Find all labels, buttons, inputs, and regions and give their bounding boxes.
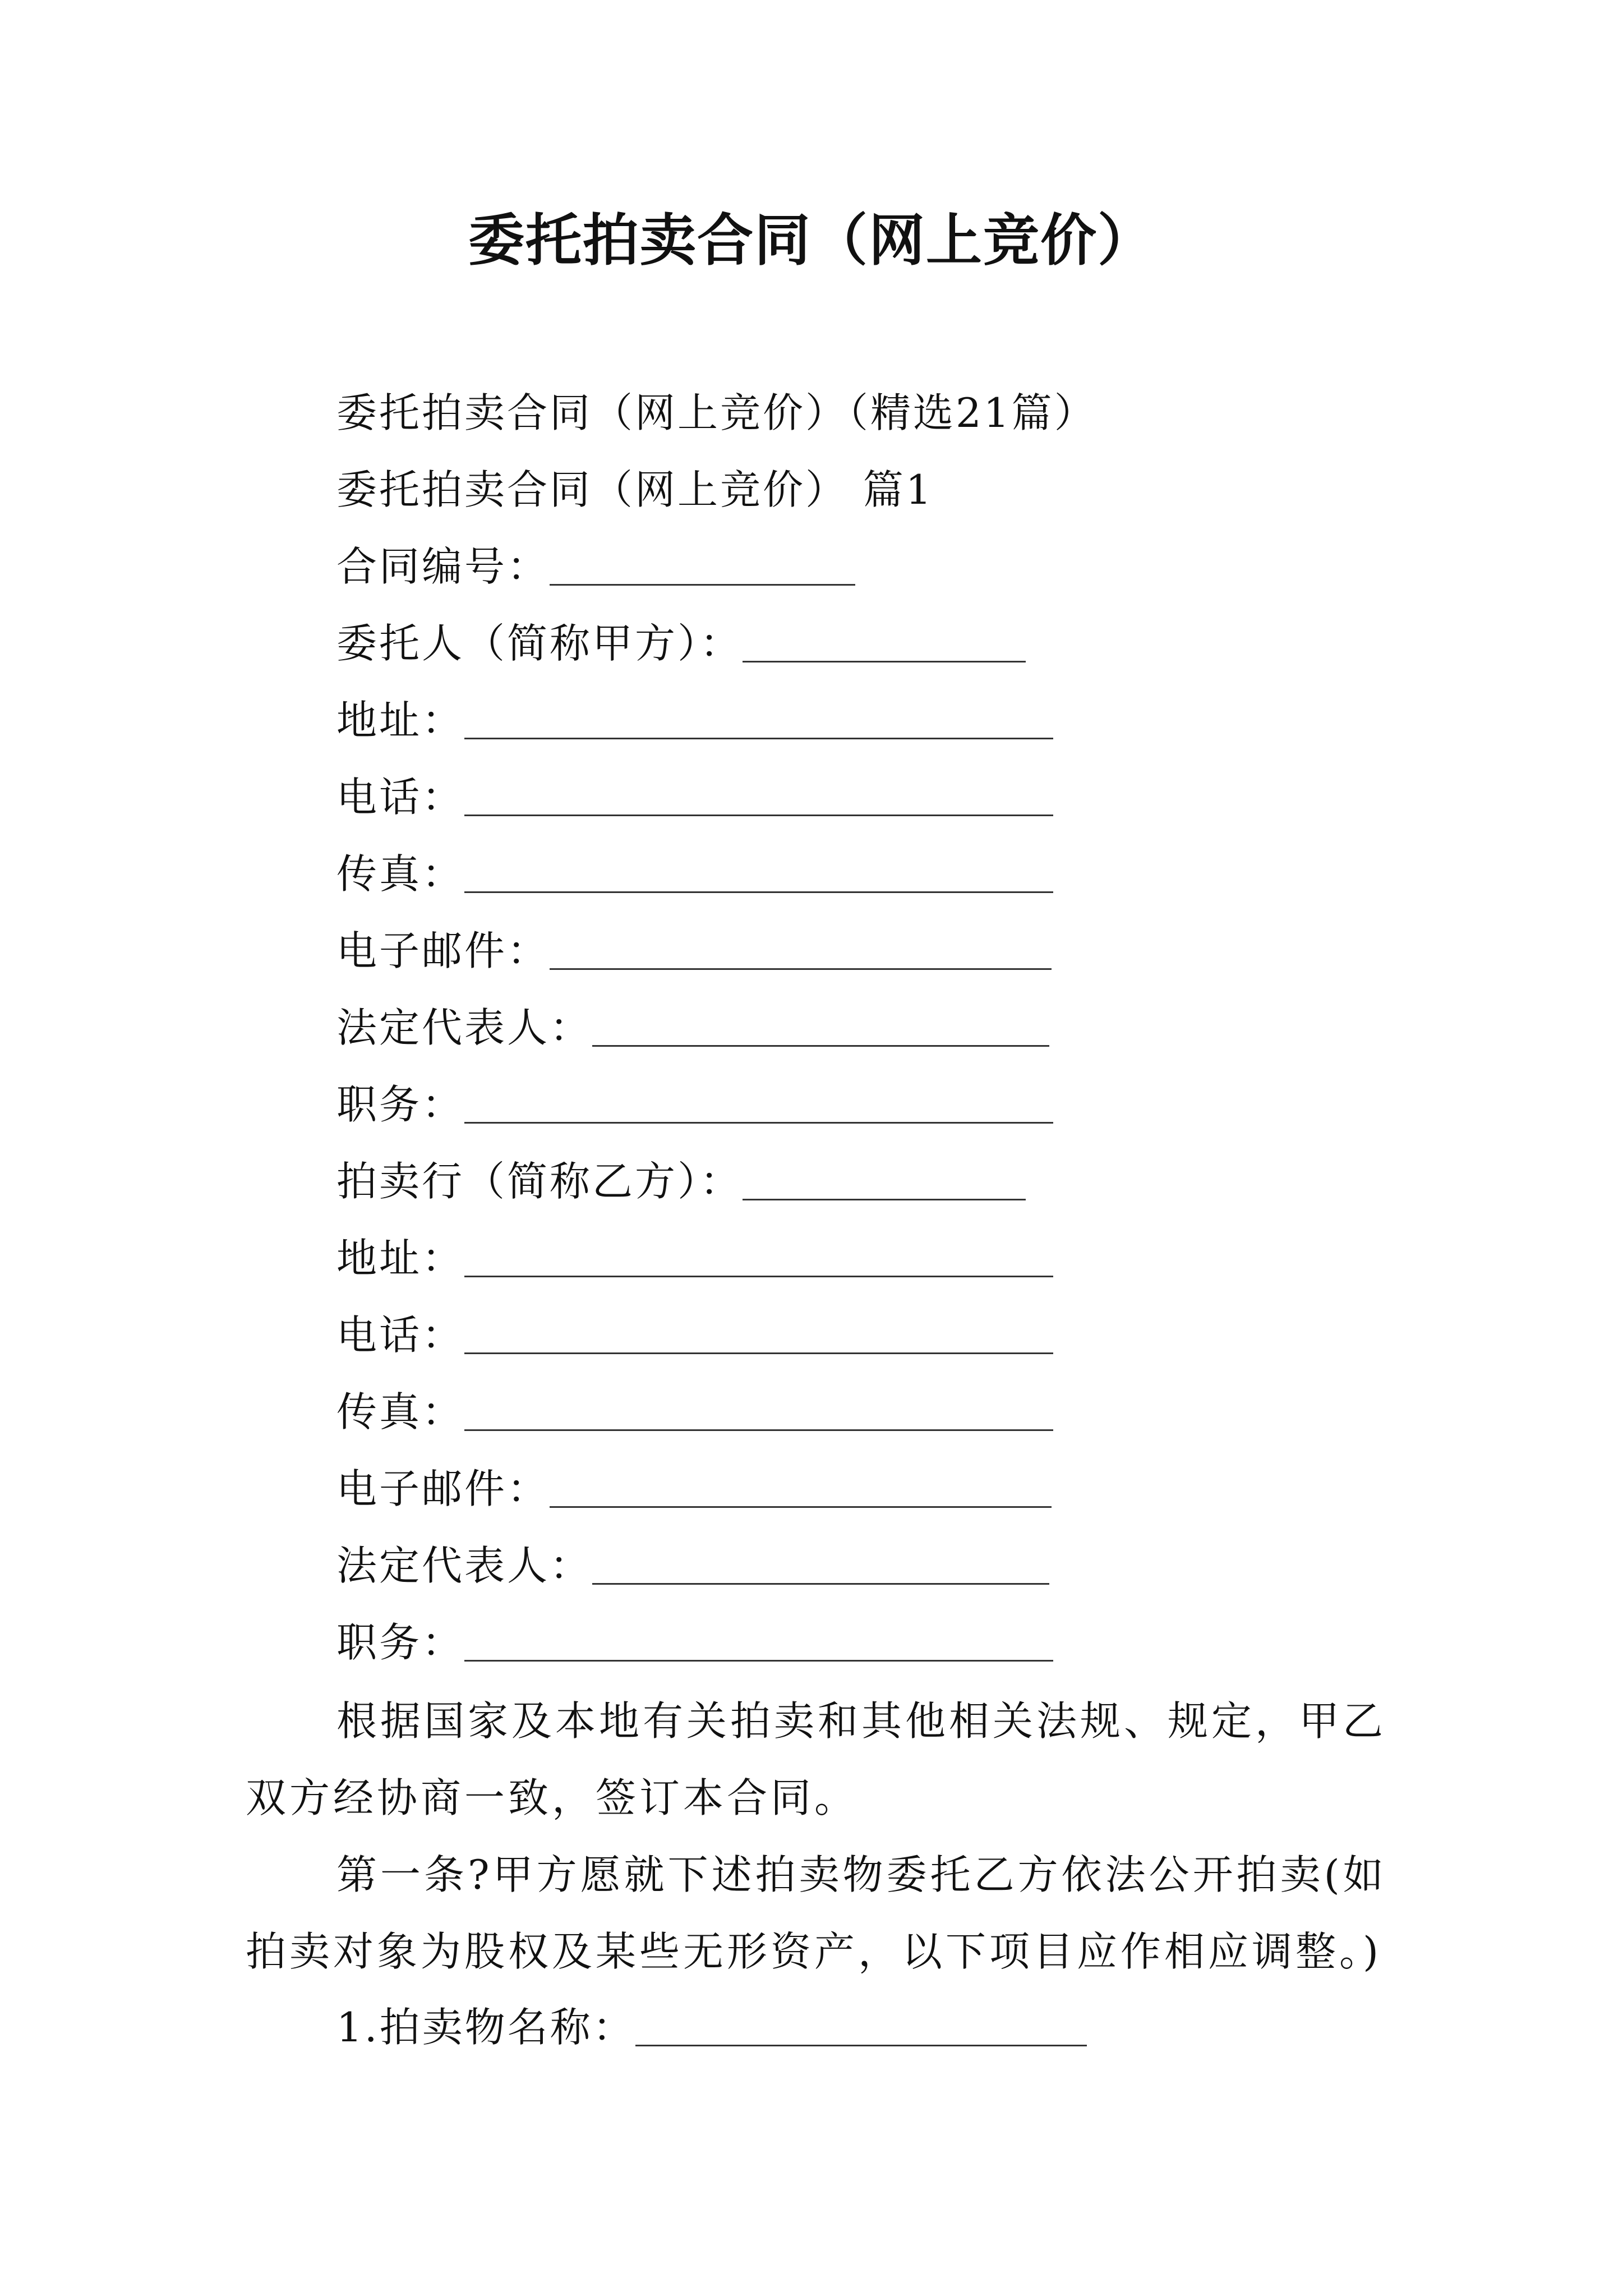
field-fax-b xyxy=(336,1384,1053,1440)
field-contract-number xyxy=(336,539,855,595)
field-position-b xyxy=(336,1614,1053,1671)
blank-line xyxy=(464,1428,1053,1431)
field-label: 地址： xyxy=(336,1235,465,1282)
field-label: 合同编号： xyxy=(336,543,550,590)
blank-line xyxy=(464,1351,1053,1354)
document-subtitle: 委托拍卖合同（网上竞价）（精选21篇） xyxy=(336,389,1097,436)
field-phone-b xyxy=(336,1307,1053,1363)
field-phone-a xyxy=(336,769,1053,825)
field-principal xyxy=(336,615,1026,671)
blank-line xyxy=(464,813,1053,816)
blank-line xyxy=(743,660,1026,662)
blank-line xyxy=(550,967,1052,970)
field-label: 传真： xyxy=(336,1388,465,1435)
paragraph-basis: 根据国家及本地有关拍卖和其他相关法规、规定，甲乙双方经协商一致，签订本合同。 xyxy=(246,1697,1387,1821)
blank-line xyxy=(464,1274,1053,1277)
field-email-b xyxy=(336,1461,1052,1517)
field-label: 职务： xyxy=(336,1081,465,1128)
field-label: 电话： xyxy=(336,1312,465,1359)
section-heading: 委托拍卖合同（网上竞价） 篇1 xyxy=(336,466,934,513)
field-label: 职务： xyxy=(336,1619,465,1666)
blank-line xyxy=(743,1198,1026,1200)
blank-line xyxy=(464,890,1053,893)
field-label: 电子邮件： xyxy=(336,927,550,974)
blank-line xyxy=(635,2044,1087,2046)
blank-line xyxy=(464,1121,1053,1124)
paragraph-article-1: 第一条?甲方愿就下述拍卖物委托乙方依法公开拍卖(如拍卖对象为股权及某些无形资产，以下项目应作相应调整。) xyxy=(246,1851,1387,1975)
field-label: 拍卖行（简称乙方）： xyxy=(336,1158,743,1205)
field-legal-rep-a xyxy=(336,1000,1049,1056)
field-label: 法定代表人： xyxy=(336,1542,593,1589)
field-label: 地址： xyxy=(336,697,465,744)
field-legal-rep-b xyxy=(336,1538,1049,1594)
field-label: 电子邮件： xyxy=(336,1465,550,1512)
field-label: 传真： xyxy=(336,850,465,898)
blank-line xyxy=(592,1582,1049,1585)
field-position-a xyxy=(336,1076,1053,1133)
field-email-a xyxy=(336,923,1052,979)
blank-line xyxy=(550,583,855,586)
blank-line xyxy=(592,1044,1049,1047)
blank-line xyxy=(550,1505,1052,1508)
document-title: 委托拍卖合同（网上竞价） xyxy=(468,207,1155,273)
field-auction-house xyxy=(336,1153,1026,1209)
field-label: 电话： xyxy=(336,774,465,821)
field-item-name xyxy=(336,1999,1087,2055)
field-fax-a xyxy=(336,846,1053,902)
field-address-a xyxy=(336,692,1053,748)
field-label: 1.拍卖物名称： xyxy=(336,2004,635,2051)
field-label: 法定代表人： xyxy=(336,1004,593,1051)
blank-line xyxy=(464,1659,1053,1662)
blank-line xyxy=(464,737,1053,739)
field-label: 委托人（简称甲方）： xyxy=(336,620,743,667)
field-address-b xyxy=(336,1230,1053,1286)
